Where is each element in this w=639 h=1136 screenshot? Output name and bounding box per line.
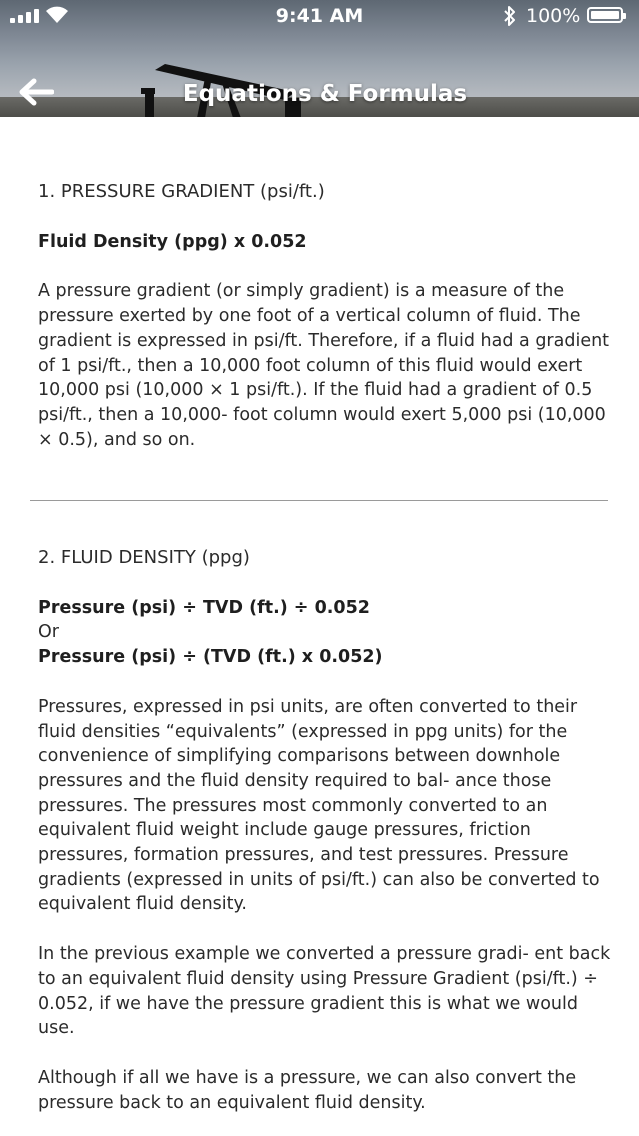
section-pressure-gradient bbox=[38, 180, 613, 452]
status-bar bbox=[0, 0, 639, 32]
header-banner bbox=[0, 0, 639, 117]
formula-separator: Or bbox=[38, 622, 59, 643]
paragraph: A pressure gradient (or simply gradient) is a measure of the pressure exerted by one foot of a vertical column of fluid. The gradient is expressed in psi/ft. Therefore, if a fluid had a gradient of 1 psi/ft., then a 10,000 foot column of this fluid would exert 10,000 psi (10,000 × 1 psi/ft.). If the fluid had a gradient of 0.5 psi/ft., then a 10,000- foot column would exert 5,000 psi (10,000 × 0.5), and so on. bbox=[38, 281, 610, 450]
paragraph: Pressures, expressed in psi units, are often converted to their fluid densities “equivalents” (expressed in ppg units) for the convenience of simplifying comparisons between downhole pressures and the fluid density required to bal- ance those pressures. The pressures most commonly converted to an equivalent fluid weight include gauge pressures, friction pressures, formation pressures, and test pressures. Pressure gradients (expressed in units of psi/ft.) can also be converted to equivalent fluid density. bbox=[38, 696, 600, 915]
battery-nub bbox=[623, 13, 626, 19]
status-time: 9:41 AM bbox=[275, 5, 364, 27]
battery-percent: 100% bbox=[526, 5, 581, 27]
section-divider bbox=[30, 500, 608, 501]
formula-line: Pressure (psi) ÷ (TVD (ft.) x 0.052) bbox=[38, 647, 383, 668]
section-heading: 1. PRESSURE GRADIENT (psi/ft.) bbox=[38, 181, 325, 202]
formula-line: Fluid Density (ppg) x 0.052 bbox=[38, 231, 307, 252]
paragraph: In the previous example we converted a pressure gradi- ent back to an equivalent fluid density using Pressure Gradient (psi/ft.) ÷ 0.052, if we have the pressure gradient this is what we would use. bbox=[38, 944, 611, 1039]
arrow-left-icon bbox=[18, 78, 54, 106]
page-title: Equations & Formulas bbox=[182, 81, 468, 107]
bluetooth-icon bbox=[502, 5, 518, 27]
section-fluid-density bbox=[38, 546, 613, 1115]
paragraph: Although if all we have is a pressure, we can also convert the pressure back to an equivalent fluid density. bbox=[38, 1067, 577, 1113]
back-button[interactable] bbox=[18, 78, 58, 110]
formula-line: Pressure (psi) ÷ TVD (ft.) ÷ 0.052 bbox=[38, 597, 370, 618]
section-heading: 2. FLUID DENSITY (ppg) bbox=[38, 547, 250, 568]
battery-icon bbox=[587, 7, 623, 23]
battery-fill bbox=[591, 11, 619, 19]
